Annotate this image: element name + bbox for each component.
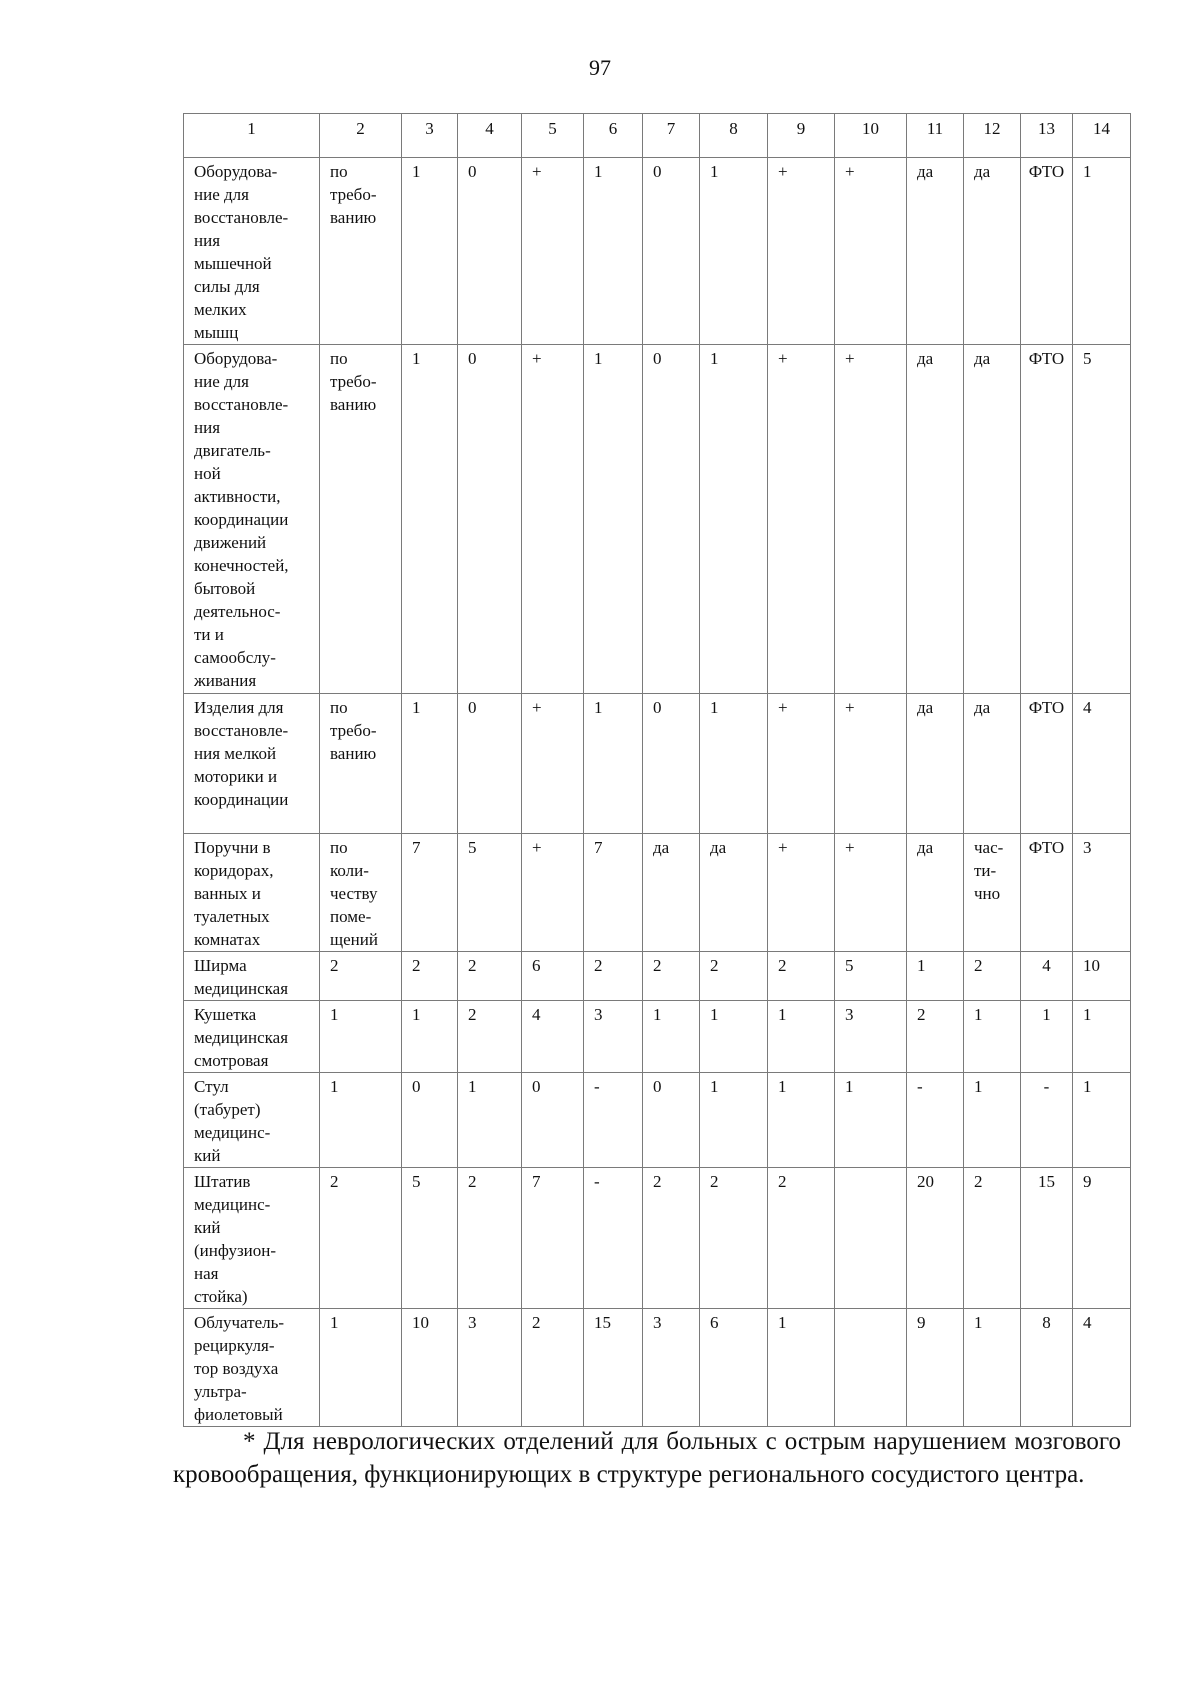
table-cell-col-2: 1 xyxy=(320,1001,402,1073)
table-cell-col-11: да xyxy=(907,158,964,345)
table-cell-col-3: 1 xyxy=(402,345,458,694)
table-header-row xyxy=(184,114,1131,158)
table-row xyxy=(184,952,1131,1001)
column-header-11: 11 xyxy=(907,114,964,158)
table-cell-col-11: да xyxy=(907,694,964,834)
table-cell-col-6: - xyxy=(584,1168,643,1309)
table-cell-col-14: 1 xyxy=(1073,1073,1131,1168)
equipment-name-cell: Стул (табурет) медицинс- кий xyxy=(184,1073,320,1168)
table-cell-col-4: 0 xyxy=(458,694,522,834)
table-cell-col-5: + xyxy=(522,345,584,694)
table-cell-col-7: да xyxy=(643,834,700,952)
table-cell-col-5: + xyxy=(522,834,584,952)
table-cell-col-8: 1 xyxy=(700,1001,768,1073)
table-cell-col-9: 2 xyxy=(768,952,835,1001)
table-body xyxy=(184,114,1131,1427)
table-cell-col-12: 2 xyxy=(964,952,1021,1001)
table-cell-col-2: по требо- ванию xyxy=(320,158,402,345)
table-row xyxy=(184,1168,1131,1309)
table-cell-col-14: 3 xyxy=(1073,834,1131,952)
table-cell-col-13: ФТО xyxy=(1021,694,1073,834)
column-header-7: 7 xyxy=(643,114,700,158)
table-cell-col-13: - xyxy=(1021,1073,1073,1168)
table-cell-col-6: 1 xyxy=(584,345,643,694)
table-cell-col-10: 3 xyxy=(835,1001,907,1073)
table-cell-col-13: 4 xyxy=(1021,952,1073,1001)
table-cell-col-14: 4 xyxy=(1073,1309,1131,1427)
column-header-6: 6 xyxy=(584,114,643,158)
table-cell-col-14: 5 xyxy=(1073,345,1131,694)
table-cell-col-5: 0 xyxy=(522,1073,584,1168)
column-header-5: 5 xyxy=(522,114,584,158)
equipment-name-cell: Оборудова- ние для восстановле- ния двигатель- ной активности, координации движений конечностей, бытовой деятельнос- ти и самообслу- живания xyxy=(184,345,320,694)
table-cell-col-13: 1 xyxy=(1021,1001,1073,1073)
table-cell-col-8: 6 xyxy=(700,1309,768,1427)
table-cell-col-13: ФТО xyxy=(1021,834,1073,952)
table-cell-col-14: 4 xyxy=(1073,694,1131,834)
table-cell-col-13: 8 xyxy=(1021,1309,1073,1427)
table-cell-col-10: 5 xyxy=(835,952,907,1001)
table-cell-col-5: 6 xyxy=(522,952,584,1001)
table-cell-col-2: 2 xyxy=(320,952,402,1001)
table-row xyxy=(184,345,1131,694)
table-cell-col-9: + xyxy=(768,345,835,694)
table-cell-col-6: 1 xyxy=(584,694,643,834)
column-header-14: 14 xyxy=(1073,114,1131,158)
table-cell-col-8: да xyxy=(700,834,768,952)
table-cell-col-4: 1 xyxy=(458,1073,522,1168)
table-cell-col-6: 1 xyxy=(584,158,643,345)
table-cell-col-4: 2 xyxy=(458,952,522,1001)
table-cell-col-12: 1 xyxy=(964,1073,1021,1168)
equipment-name-cell: Изделия для восстановле- ния мелкой моторики и координации xyxy=(184,694,320,834)
table-cell-col-6: 15 xyxy=(584,1309,643,1427)
table-cell-col-8: 1 xyxy=(700,1073,768,1168)
table-cell-col-2: по коли- честву поме- щений xyxy=(320,834,402,952)
equipment-name-cell: Оборудова- ние для восстановле- ния мышечной силы для мелких мышц xyxy=(184,158,320,345)
table-cell-col-10 xyxy=(835,1309,907,1427)
table-cell-col-2: по требо- ванию xyxy=(320,694,402,834)
table-cell-col-11: 9 xyxy=(907,1309,964,1427)
table-row xyxy=(184,694,1131,834)
footnote: * Для неврологических отделений для больных с острым нарушением мозгового кровообращения, функционирующих в структуре регионального сосудистого центра. xyxy=(173,1428,1121,1488)
table-cell-col-9: + xyxy=(768,158,835,345)
equipment-name-cell: Поручни в коридорах, ванных и туалетных комнатах xyxy=(184,834,320,952)
table-cell-col-8: 2 xyxy=(700,952,768,1001)
table-cell-col-4: 3 xyxy=(458,1309,522,1427)
equipment-name-cell: Кушетка медицинская смотровая xyxy=(184,1001,320,1073)
table-cell-col-5: + xyxy=(522,694,584,834)
table-cell-col-12: 1 xyxy=(964,1309,1021,1427)
table-cell-col-7: 0 xyxy=(643,1073,700,1168)
table-cell-col-4: 2 xyxy=(458,1001,522,1073)
table-cell-col-14: 9 xyxy=(1073,1168,1131,1309)
column-header-13: 13 xyxy=(1021,114,1073,158)
table-cell-col-3: 0 xyxy=(402,1073,458,1168)
table-cell-col-5: 4 xyxy=(522,1001,584,1073)
table-cell-col-10: + xyxy=(835,345,907,694)
table-cell-col-4: 0 xyxy=(458,345,522,694)
table-cell-col-11: 20 xyxy=(907,1168,964,1309)
table-cell-col-6: 3 xyxy=(584,1001,643,1073)
table-cell-col-4: 5 xyxy=(458,834,522,952)
table-cell-col-3: 2 xyxy=(402,952,458,1001)
table-cell-col-3: 1 xyxy=(402,694,458,834)
table-cell-col-7: 3 xyxy=(643,1309,700,1427)
table-row xyxy=(184,158,1131,345)
table-cell-col-10: 1 xyxy=(835,1073,907,1168)
table-cell-col-9: + xyxy=(768,834,835,952)
table-cell-col-3: 1 xyxy=(402,1001,458,1073)
column-header-4: 4 xyxy=(458,114,522,158)
equipment-name-cell: Облучатель- рециркуля- тор воздуха ультра- фиолетовый xyxy=(184,1309,320,1427)
table-cell-col-7: 0 xyxy=(643,158,700,345)
table-cell-col-9: 2 xyxy=(768,1168,835,1309)
table-cell-col-11: 1 xyxy=(907,952,964,1001)
table-cell-col-14: 10 xyxy=(1073,952,1131,1001)
table-cell-col-2: 1 xyxy=(320,1309,402,1427)
table-cell-col-2: 2 xyxy=(320,1168,402,1309)
table-cell-col-10: + xyxy=(835,158,907,345)
table-cell-col-12: да xyxy=(964,694,1021,834)
table-cell-col-12: 2 xyxy=(964,1168,1021,1309)
column-header-1: 1 xyxy=(184,114,320,158)
table-cell-col-14: 1 xyxy=(1073,158,1131,345)
column-header-2: 2 xyxy=(320,114,402,158)
table-cell-col-3: 5 xyxy=(402,1168,458,1309)
table-cell-col-11: 2 xyxy=(907,1001,964,1073)
table-cell-col-10: + xyxy=(835,694,907,834)
table-row xyxy=(184,1073,1131,1168)
table-cell-col-5: 7 xyxy=(522,1168,584,1309)
table-cell-col-13: ФТО xyxy=(1021,345,1073,694)
table-cell-col-8: 1 xyxy=(700,158,768,345)
equipment-name-cell: Ширма медицинская xyxy=(184,952,320,1001)
table-cell-col-12: да xyxy=(964,158,1021,345)
column-header-12: 12 xyxy=(964,114,1021,158)
table-cell-col-6: - xyxy=(584,1073,643,1168)
table-cell-col-8: 1 xyxy=(700,694,768,834)
table-cell-col-7: 0 xyxy=(643,694,700,834)
column-header-3: 3 xyxy=(402,114,458,158)
table-cell-col-4: 2 xyxy=(458,1168,522,1309)
table-cell-col-3: 1 xyxy=(402,158,458,345)
table-cell-col-6: 2 xyxy=(584,952,643,1001)
table-cell-col-7: 2 xyxy=(643,1168,700,1309)
table-cell-col-8: 1 xyxy=(700,345,768,694)
table-cell-col-11: да xyxy=(907,834,964,952)
table-cell-col-4: 0 xyxy=(458,158,522,345)
table-cell-col-5: + xyxy=(522,158,584,345)
table-cell-col-2: 1 xyxy=(320,1073,402,1168)
equipment-table xyxy=(183,113,1131,1427)
table-cell-col-7: 0 xyxy=(643,345,700,694)
page-number: 97 xyxy=(589,55,611,80)
table-row xyxy=(184,1309,1131,1427)
table-cell-col-8: 2 xyxy=(700,1168,768,1309)
table-cell-col-7: 2 xyxy=(643,952,700,1001)
table-cell-col-9: 1 xyxy=(768,1001,835,1073)
table-cell-col-13: 15 xyxy=(1021,1168,1073,1309)
table-cell-col-12: час- ти- чно xyxy=(964,834,1021,952)
table-cell-col-11: да xyxy=(907,345,964,694)
table-cell-col-5: 2 xyxy=(522,1309,584,1427)
column-header-10: 10 xyxy=(835,114,907,158)
table-cell-col-2: по требо- ванию xyxy=(320,345,402,694)
table-row xyxy=(184,1001,1131,1073)
table-cell-col-13: ФТО xyxy=(1021,158,1073,345)
equipment-name-cell: Штатив медицинс- кий (инфузион- ная стойка) xyxy=(184,1168,320,1309)
column-header-8: 8 xyxy=(700,114,768,158)
table-cell-col-9: + xyxy=(768,694,835,834)
table-cell-col-14: 1 xyxy=(1073,1001,1131,1073)
table-cell-col-9: 1 xyxy=(768,1073,835,1168)
table-cell-col-12: 1 xyxy=(964,1001,1021,1073)
table-cell-col-9: 1 xyxy=(768,1309,835,1427)
table-cell-col-10 xyxy=(835,1168,907,1309)
table-cell-col-7: 1 xyxy=(643,1001,700,1073)
table-cell-col-3: 10 xyxy=(402,1309,458,1427)
table-cell-col-10: + xyxy=(835,834,907,952)
table-cell-col-6: 7 xyxy=(584,834,643,952)
column-header-9: 9 xyxy=(768,114,835,158)
table-cell-col-12: да xyxy=(964,345,1021,694)
table-cell-col-3: 7 xyxy=(402,834,458,952)
table-row xyxy=(184,834,1131,952)
table-cell-col-11: - xyxy=(907,1073,964,1168)
